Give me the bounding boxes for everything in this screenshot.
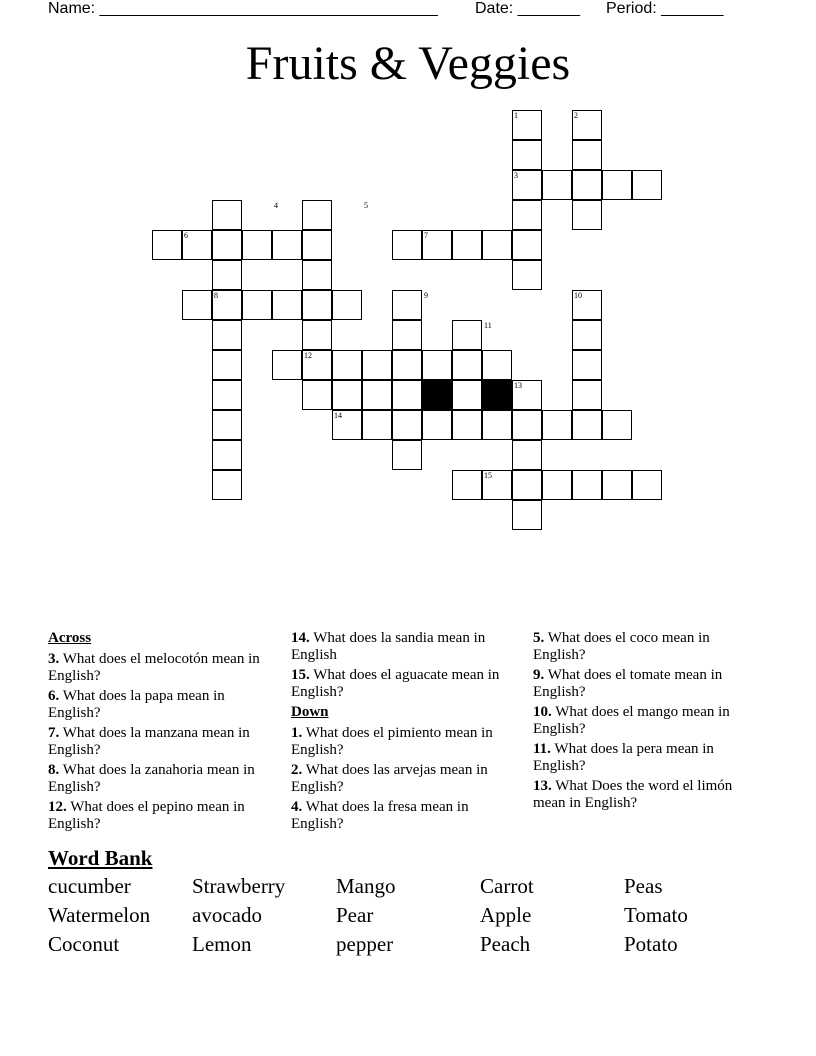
crossword-cell[interactable] (212, 260, 242, 290)
clue-column-1 (48, 630, 268, 836)
clue-number-10: 10 (574, 291, 582, 300)
clue-column-2 (291, 630, 511, 836)
crossword-cell[interactable] (512, 410, 542, 440)
crossword-black-cell (482, 380, 512, 410)
clue-number-2: 2 (574, 111, 578, 120)
clue-number-9: 9 (424, 291, 428, 300)
clue-number-13: 13 (514, 381, 522, 390)
clue-down-13: 13. What Does the word el limón mean in English? (533, 778, 733, 811)
word-bank-item: Carrot (480, 874, 534, 898)
word-bank-title: Word Bank (48, 846, 153, 870)
clue-number-6: 6 (184, 231, 188, 240)
crossword-cell[interactable] (542, 170, 572, 200)
crossword-cell[interactable] (512, 140, 542, 170)
word-bank-item: Watermelon (48, 903, 151, 927)
crossword-cell[interactable] (422, 350, 452, 380)
crossword-cell[interactable] (452, 380, 482, 410)
crossword-cell[interactable] (572, 200, 602, 230)
word-bank-item: pepper (336, 932, 394, 956)
clue-across-8: 8. What does la zanahoria mean in English? (48, 762, 255, 795)
crossword-cell[interactable] (572, 470, 602, 500)
clue-down-9: 9. What does el tomate mean in English? (533, 667, 723, 700)
word-bank-item: Tomato (624, 903, 688, 927)
crossword-cell[interactable] (572, 140, 602, 170)
page-title: Fruits & Veggies (245, 37, 571, 90)
clue-number-11: 11 (484, 321, 492, 330)
word-bank-item: Strawberry (192, 874, 286, 898)
clue-down-4: 4. What does la fresa mean in English? (291, 799, 469, 832)
clue-across-3: 3. What does el melocotón mean in English? (48, 651, 260, 684)
crossword-cell[interactable] (512, 470, 542, 500)
crossword-cell[interactable] (602, 470, 632, 500)
clue-number-5: 5 (364, 201, 368, 210)
clue-across-7: 7. What does la manzana mean in English? (48, 725, 250, 758)
crossword-cell[interactable] (572, 170, 602, 200)
crossword-cell[interactable] (392, 410, 422, 440)
crossword-cell[interactable] (512, 200, 542, 230)
word-bank-item: Pear (336, 903, 374, 927)
clue-number-12: 12 (304, 351, 312, 360)
clue-down-5: 5. What does el coco mean in English? (533, 630, 710, 663)
crossword-cell[interactable] (272, 290, 302, 320)
crossword-cell[interactable] (452, 230, 482, 260)
crossword-cell[interactable] (572, 410, 602, 440)
across-heading: Across (48, 630, 92, 646)
crossword-cell[interactable] (332, 380, 362, 410)
clue-column-3 (533, 630, 753, 815)
crossword-cell[interactable] (452, 350, 482, 380)
crossword-cell[interactable] (392, 380, 422, 410)
crossword-cell[interactable] (302, 260, 332, 290)
crossword-cell[interactable] (212, 200, 242, 230)
clue-across-6: 6. What does la papa mean in English? (48, 688, 225, 721)
clue-down-2: 2. What does las arvejas mean in English? (291, 762, 488, 795)
crossword-cell[interactable] (512, 260, 542, 290)
crossword-cell[interactable] (512, 440, 542, 470)
clue-number-3: 3 (514, 171, 518, 180)
crossword-cell[interactable] (212, 350, 242, 380)
crossword-cell[interactable] (212, 470, 242, 500)
clue-number-14: 14 (334, 411, 342, 420)
crossword-black-cell (422, 380, 452, 410)
crossword-cell[interactable] (482, 350, 512, 380)
crossword-cell[interactable] (182, 290, 212, 320)
crossword-cell[interactable] (392, 230, 422, 260)
date-field: Date: _______ (475, 0, 580, 17)
crossword-cell[interactable] (272, 350, 302, 380)
crossword-cell[interactable] (392, 350, 422, 380)
clue-number-15: 15 (484, 471, 492, 480)
crossword-cell[interactable] (632, 470, 662, 500)
clue-across-14: 14. What does la sandia mean in English (291, 630, 486, 663)
word-bank-item: Peas (624, 874, 663, 898)
crossword-cell[interactable] (332, 350, 362, 380)
crossword-cell[interactable] (272, 230, 302, 260)
word-bank-item: Peach (480, 932, 531, 956)
word-bank-item: cucumber (48, 874, 131, 898)
crossword-cell[interactable] (452, 320, 482, 350)
crossword-cell[interactable] (152, 230, 182, 260)
clue-down-1: 1. What does el pimiento mean in English? (291, 725, 493, 758)
crossword-cell[interactable] (302, 200, 332, 230)
crossword-cell[interactable] (572, 350, 602, 380)
clue-number-7: 7 (424, 231, 428, 240)
crossword-cell[interactable] (572, 380, 602, 410)
crossword-cell[interactable] (362, 380, 392, 410)
crossword-cell[interactable] (542, 470, 572, 500)
clue-across-15: 15. What does el aguacate mean in English? (291, 667, 500, 700)
crossword-cell[interactable] (212, 320, 242, 350)
crossword-cell[interactable] (212, 410, 242, 440)
crossword-cell[interactable] (302, 380, 332, 410)
clue-down-10: 10. What does el mango mean in English? (533, 704, 730, 737)
word-bank-item: Potato (624, 932, 678, 956)
crossword-cell[interactable] (212, 230, 242, 260)
crossword-cell[interactable] (242, 230, 272, 260)
crossword-cell[interactable] (482, 230, 512, 260)
crossword-cell[interactable] (602, 410, 632, 440)
clue-down-11: 11. What does la pera mean in English? (533, 741, 714, 774)
crossword-cell[interactable] (212, 440, 242, 470)
down-heading: Down (291, 704, 329, 720)
crossword-cell[interactable] (512, 500, 542, 530)
name-field: Name: ______________________________________ (48, 0, 438, 17)
crossword-cell[interactable] (512, 230, 542, 260)
crossword-cell[interactable] (362, 350, 392, 380)
crossword-cell[interactable] (212, 380, 242, 410)
crossword-cell[interactable] (392, 290, 422, 320)
crossword-cell[interactable] (632, 170, 662, 200)
crossword-cell[interactable] (572, 320, 602, 350)
crossword-cell[interactable] (422, 410, 452, 440)
crossword-cell[interactable] (452, 410, 482, 440)
word-bank-item: Coconut (48, 932, 120, 956)
crossword-cell[interactable] (392, 440, 422, 470)
crossword-cell[interactable] (602, 170, 632, 200)
word-bank-item: avocado (192, 903, 262, 927)
crossword-cell[interactable] (332, 290, 362, 320)
crossword-cell[interactable] (242, 290, 272, 320)
word-bank-item: Apple (480, 903, 532, 927)
clue-number-4: 4 (274, 201, 278, 210)
word-bank-item: Mango (336, 874, 396, 898)
crossword-cell[interactable] (302, 230, 332, 260)
word-bank (48, 874, 768, 957)
clue-across-12: 12. What does el pepino mean in English? (48, 799, 245, 832)
crossword-cell[interactable] (542, 410, 572, 440)
period-field: Period: _______ (606, 0, 724, 17)
crossword-cell[interactable] (392, 320, 422, 350)
crossword-cell[interactable] (362, 410, 392, 440)
crossword-cell[interactable] (482, 410, 512, 440)
crossword-cell[interactable] (302, 290, 332, 320)
crossword-cell[interactable] (302, 320, 332, 350)
crossword-cell[interactable] (452, 470, 482, 500)
clue-number-8: 8 (214, 291, 218, 300)
word-bank-item: Lemon (192, 932, 252, 956)
clue-number-1: 1 (514, 111, 518, 120)
